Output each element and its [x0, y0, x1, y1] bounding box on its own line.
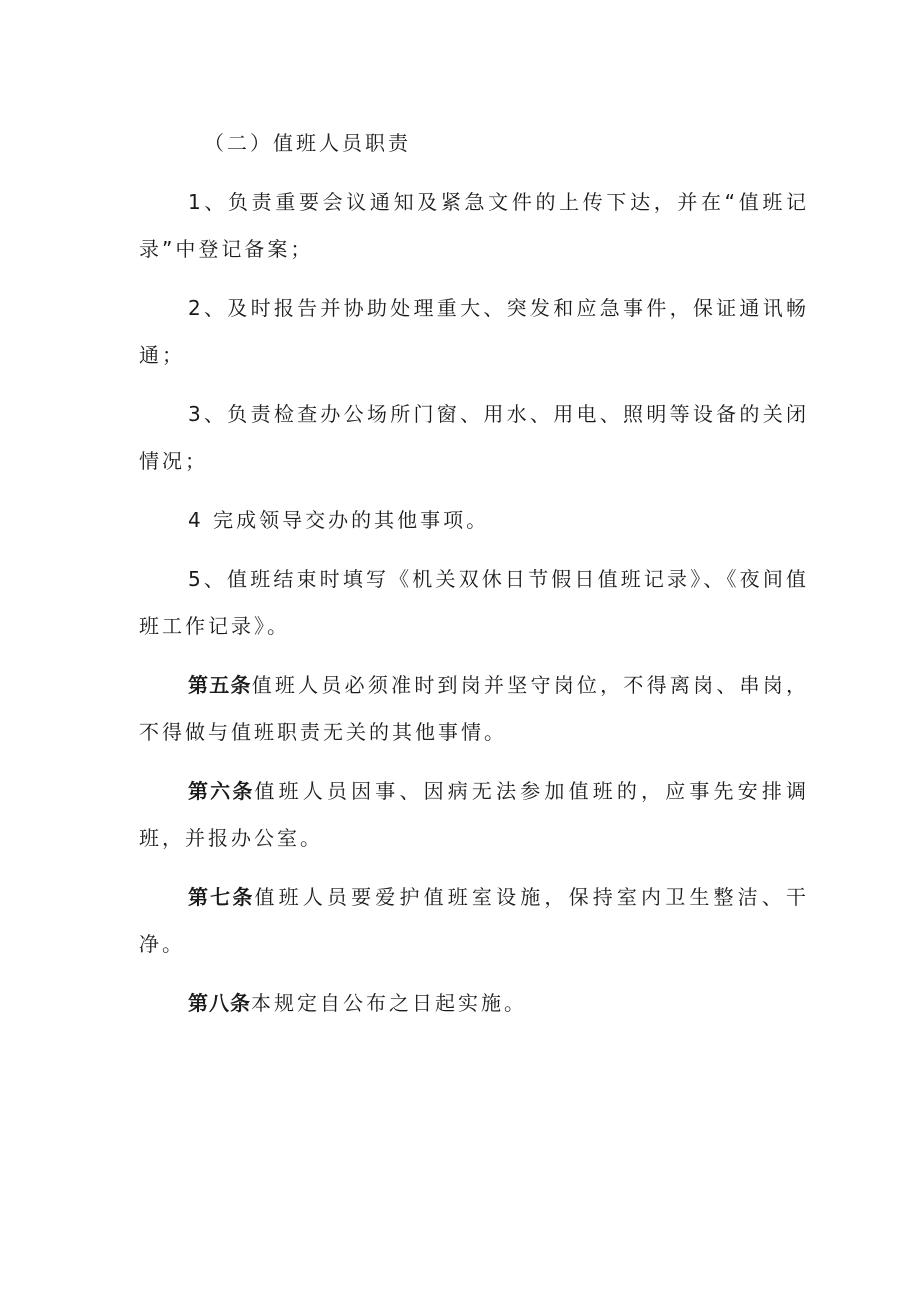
section-heading: （二）值班人员职责: [204, 131, 411, 155]
article-5: [139, 662, 809, 756]
article-8: [139, 980, 809, 1027]
document-body: [139, 120, 809, 1039]
article-5-label: 第五条: [188, 673, 252, 697]
duty-item-2: 2、及时报告并协助处理重大、突发和应急事件，保证通讯畅通；: [139, 296, 809, 367]
article-6-text: 值班人员因事、因病无法参加值班的，应事先安排调班，并报办公室。: [139, 779, 810, 850]
duty-item-3: 3、负责检查办公场所门窗、用水、用电、照明等设备的关闭情况；: [139, 402, 809, 473]
article-8-label: 第八条: [188, 991, 251, 1015]
duty-item-1: 1、负责重要会议通知及紧急文件的上传下达，并在“值班记录”中登记备案；: [139, 190, 809, 261]
article-6: [139, 768, 809, 862]
article-7-label: 第七条: [188, 885, 255, 909]
article-7-text: 值班人员要爱护值班室设施，保持室内卫生整洁、干净。: [139, 885, 810, 956]
article-8-text: 本规定自公布之日起实施。: [251, 991, 527, 1015]
article-6-label: 第六条: [188, 779, 255, 803]
article-7: [139, 874, 809, 968]
article-5-text: 值班人员必须准时到岗并坚守岗位，不得离岗、串岗，不得做与值班职责无关的其他事情。: [139, 673, 810, 744]
duty-item-4: 4 完成领导交办的其他事项。: [188, 508, 490, 532]
duty-item-5: 5、值班结束时填写《机关双休日节假日值班记录》、《夜间值班工作记录》。: [139, 567, 809, 638]
